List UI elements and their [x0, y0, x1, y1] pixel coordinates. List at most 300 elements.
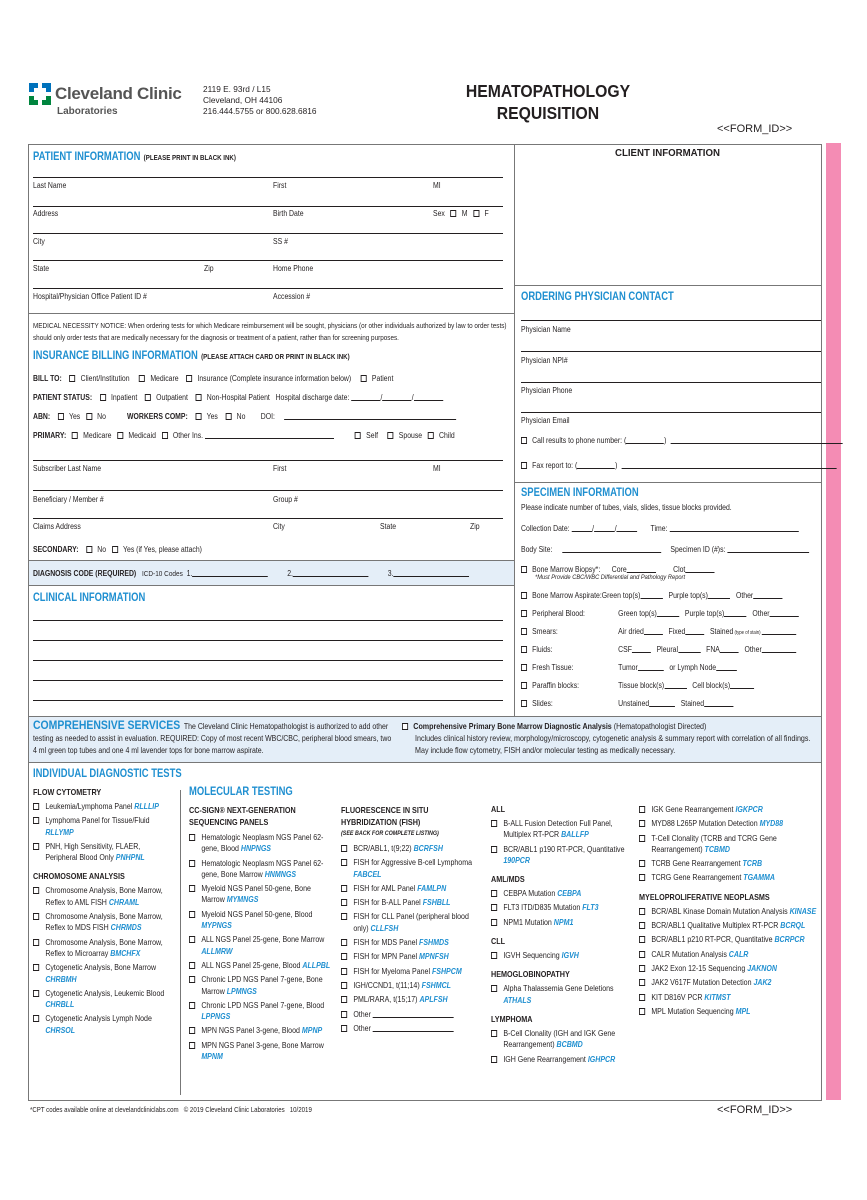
test-name: KIT D816V PCR	[651, 992, 705, 1002]
test-checkbox[interactable]	[341, 899, 347, 906]
test-item[interactable]	[491, 917, 630, 928]
fax-number-field[interactable]	[621, 461, 836, 469]
test-checkbox[interactable]	[33, 1015, 39, 1022]
test-item[interactable]	[33, 841, 174, 864]
test-item[interactable]	[189, 909, 330, 932]
test-item[interactable]	[341, 951, 480, 962]
test-checkbox[interactable]	[341, 996, 347, 1003]
specimen-subtitle: Please indicate number of tubes, vials, slides, tissue blocks provided.	[521, 503, 732, 512]
bmb-checkbox[interactable]	[521, 566, 527, 573]
test-item[interactable]	[639, 1006, 820, 1017]
test-item[interactable]	[189, 1040, 330, 1063]
test-checkbox[interactable]	[491, 890, 497, 897]
test-code: LPMNGS	[226, 986, 257, 996]
test-checkbox[interactable]	[639, 806, 645, 813]
test-name: IGH/CCND1, t(11;14)	[353, 980, 422, 990]
specimen-row	[521, 627, 802, 636]
bmb-label: Bone Marrow Biopsy*:	[532, 565, 601, 574]
workers-no-checkbox[interactable]	[225, 413, 231, 420]
discharge-month-field[interactable]	[351, 393, 380, 401]
test-checkbox[interactable]	[33, 990, 39, 997]
test-checkbox[interactable]	[639, 860, 645, 867]
test-checkbox[interactable]	[189, 885, 195, 892]
test-item[interactable]	[491, 818, 630, 841]
test-item[interactable]	[33, 801, 174, 812]
option-label: Child	[439, 431, 455, 440]
test-item[interactable]	[341, 897, 480, 908]
test-checkbox[interactable]	[639, 908, 645, 915]
test-checkbox[interactable]	[639, 979, 645, 986]
test-checkbox[interactable]	[639, 965, 645, 972]
test-code: MPNP	[301, 1026, 323, 1036]
line	[33, 460, 503, 461]
specimen-part-label: Tissue block(s)	[618, 681, 665, 690]
specimen-type-label: Fluids:	[532, 645, 553, 654]
outpatient-checkbox[interactable]	[145, 394, 151, 401]
test-code: FSHBLL	[422, 898, 451, 908]
specimen-row	[521, 681, 760, 690]
test-checkbox[interactable]	[639, 951, 645, 958]
clinical-line[interactable]	[33, 640, 503, 641]
test-item[interactable]	[341, 966, 480, 977]
specimen-count-field[interactable]	[720, 645, 739, 653]
inpatient-checkbox[interactable]	[100, 394, 106, 401]
clinical-line[interactable]	[33, 700, 503, 701]
test-item[interactable]	[639, 934, 820, 945]
specimen-checkbox[interactable]	[521, 610, 527, 617]
bmb-core-field[interactable]	[627, 565, 656, 573]
specimen-checkbox[interactable]	[521, 628, 527, 635]
specimen-checkbox[interactable]	[521, 646, 527, 653]
bill-insurance-checkbox[interactable]	[186, 375, 192, 382]
collection-day-field[interactable]	[594, 524, 615, 532]
icd-3-field[interactable]	[393, 569, 469, 577]
fax-report-row: Fax report to: ( )	[521, 461, 836, 470]
divider	[514, 482, 822, 483]
footer-note: *CPT codes available online at clevelandcliniclabs.com © 2019 Cleveland Clinic Laboratories 10/2019	[30, 1105, 312, 1114]
test-name: NPM1 Mutation	[503, 917, 554, 927]
specimen-checkbox[interactable]	[521, 700, 527, 707]
specimen-count-field[interactable]	[649, 699, 675, 707]
abn-no-checkbox[interactable]	[86, 413, 92, 420]
specimen-count-field[interactable]	[716, 663, 737, 671]
test-checkbox[interactable]	[189, 1042, 195, 1049]
test-name: Chronic LPD NGS Panel 7-gene, Bone Marrow	[201, 975, 323, 996]
specimen-checkbox[interactable]	[521, 682, 527, 689]
test-checkbox[interactable]	[341, 1025, 347, 1032]
test-checkbox[interactable]	[189, 962, 195, 969]
test-code: CALR	[728, 949, 749, 959]
tests-column-3	[341, 804, 481, 1037]
secondary-yes-checkbox[interactable]	[112, 546, 118, 553]
test-item[interactable]	[491, 1028, 630, 1051]
test-name: Chromosome Analysis, Bone Marrow, Reflex to MDS FISH	[45, 912, 163, 933]
patient-status-row: PATIENT STATUS: Inpatient Outpatient Non-Hospital Patient Hospital discharge date: / /	[33, 393, 443, 402]
collection-month-field[interactable]	[571, 524, 592, 532]
test-checkbox[interactable]	[189, 860, 195, 867]
primary-row	[33, 431, 455, 440]
line	[521, 320, 821, 321]
specimen-part-label: Green top(s)	[618, 609, 657, 618]
test-item[interactable]	[639, 977, 820, 988]
test-checkbox[interactable]	[189, 911, 195, 918]
test-checkbox[interactable]	[639, 994, 645, 1001]
claims-state-label: State	[380, 522, 397, 531]
call-results-row: Call results to phone number: ( )	[521, 436, 842, 445]
test-item[interactable]	[341, 994, 480, 1005]
specimen-count-field[interactable]	[762, 645, 796, 653]
bill-medicare-checkbox[interactable]	[139, 375, 145, 382]
test-item[interactable]	[33, 885, 174, 908]
test-code: APLFSH	[419, 995, 448, 1005]
comprehensive-title: COMPREHENSIVE SERVICES	[33, 718, 181, 732]
clinical-line[interactable]	[33, 680, 503, 681]
comprehensive-text: The Cleveland Clinic Hematopathologist is authorized to add other testing as needed to assist in evaluation. REQUIRED: Copy of most recent WBC/CBC, peripheral blood smears, two 4 ml green top tubes and one 4 ml lavender tops for bone marrow aspirate.	[33, 722, 392, 755]
workers-yes-checkbox[interactable]	[195, 413, 201, 420]
test-code: JAKNON	[747, 963, 777, 973]
test-checkbox[interactable]	[491, 1030, 497, 1037]
test-checkbox[interactable]	[341, 1011, 347, 1018]
specimen-count-field[interactable]	[724, 609, 746, 617]
test-checkbox[interactable]	[189, 834, 195, 841]
test-checkbox[interactable]	[33, 817, 39, 824]
test-item[interactable]	[639, 992, 820, 1003]
test-item[interactable]	[189, 858, 330, 881]
test-item[interactable]	[491, 844, 630, 867]
call-area-code-field[interactable]	[626, 436, 664, 444]
clinical-info-title: CLINICAL INFORMATION	[33, 592, 146, 604]
test-item[interactable]	[33, 911, 174, 934]
specimen-count-field[interactable]	[640, 591, 662, 599]
test-code: CHRBLL	[45, 1000, 75, 1010]
test-name: Chromosome Analysis, Bone Marrow, Reflex to AML FISH	[45, 886, 163, 907]
test-item[interactable]	[639, 818, 820, 829]
test-checkbox[interactable]	[341, 885, 347, 892]
test-code: CHRSOL	[45, 1025, 76, 1035]
icd-2-label: 2.	[287, 569, 293, 578]
test-item[interactable]	[491, 983, 630, 1006]
bill-client-checkbox[interactable]	[69, 375, 75, 382]
test-item[interactable]	[341, 937, 480, 948]
specimen-count-field[interactable]	[685, 627, 704, 635]
test-item[interactable]	[341, 1023, 480, 1034]
collection-row: Collection Date: / / Time:	[521, 524, 798, 533]
abn-label: ABN:	[33, 412, 51, 421]
test-checkbox[interactable]	[639, 820, 645, 827]
collection-year-field[interactable]	[617, 524, 638, 532]
specimen-checkbox[interactable]	[521, 664, 527, 671]
test-item[interactable]	[341, 883, 480, 894]
test-checkbox[interactable]	[189, 1027, 195, 1034]
specimen-count-field[interactable]	[644, 627, 663, 635]
test-checkbox[interactable]	[189, 1002, 195, 1009]
test-item[interactable]	[639, 804, 820, 815]
call-results-label: Call results to phone number: (	[532, 436, 627, 445]
test-checkbox[interactable]	[33, 913, 39, 920]
test-checkbox[interactable]	[33, 964, 39, 971]
fax-report-checkbox[interactable]	[521, 462, 527, 469]
test-name: Chromosome Analysis, Bone Marrow, Reflex to Microarray	[45, 937, 163, 958]
test-name: ALL NGS Panel 25-gene, Bone Marrow	[201, 935, 325, 945]
test-code: BCRPCR	[774, 935, 805, 945]
address-line-3: 216.444.5755 or 800.628.6816	[203, 106, 317, 116]
test-item[interactable]	[33, 815, 174, 838]
test-code: MPL	[735, 1006, 751, 1016]
test-code: CHRMDS	[110, 923, 142, 933]
medical-necessity-notice: MEDICAL NECESSITY NOTICE: When ordering tests for which Medicare reimbursement will be sought, physicians (or other individuals authorized by law to order tests) should only order tests that are medically necessary for the diagnosis or treatment of a patient, rather than for screening purposes.	[33, 321, 507, 342]
test-checkbox[interactable]	[33, 843, 39, 850]
test-item[interactable]	[189, 1000, 330, 1023]
test-item[interactable]	[189, 1025, 330, 1036]
comprehensive-checkbox[interactable]	[402, 723, 408, 730]
fax-area-code-field[interactable]	[577, 461, 615, 469]
specimen-count-field[interactable]	[657, 609, 679, 617]
primary-medicaid-checkbox[interactable]	[117, 432, 123, 439]
test-checkbox[interactable]	[639, 922, 645, 929]
clinical-line[interactable]	[33, 660, 503, 661]
primary-medicare-checkbox[interactable]	[72, 432, 78, 439]
option-label: Medicaid	[128, 431, 156, 440]
test-checkbox[interactable]	[341, 953, 347, 960]
test-name: FISH for Myeloma Panel	[353, 966, 432, 976]
subscriber-mi-label: MI	[433, 464, 441, 473]
discharge-day-field[interactable]	[382, 393, 411, 401]
bmb-row	[521, 565, 715, 574]
address-line-1: 2119 E. 93rd / L15	[203, 84, 271, 94]
specimen-count-field[interactable]	[753, 591, 782, 599]
form-id-top: <<FORM_ID>>	[717, 123, 793, 135]
test-item[interactable]	[491, 888, 630, 899]
test-item[interactable]	[491, 902, 630, 913]
specimen-count-field[interactable]	[664, 681, 686, 689]
test-item[interactable]	[33, 937, 174, 960]
test-name: MPN NGS Panel 3-gene, Blood	[201, 1026, 302, 1036]
specimen-count-field[interactable]	[632, 645, 651, 653]
test-checkbox[interactable]	[491, 846, 497, 853]
doi-label: DOI:	[260, 412, 275, 421]
primary-other-checkbox[interactable]	[162, 432, 168, 439]
client-info-area[interactable]	[515, 162, 821, 285]
test-checkbox[interactable]	[639, 874, 645, 881]
test-checkbox[interactable]	[341, 939, 347, 946]
test-checkbox[interactable]	[491, 1056, 497, 1063]
bmb-clot-field[interactable]	[685, 565, 714, 573]
test-item[interactable]	[341, 911, 480, 934]
test-item[interactable]	[341, 857, 480, 880]
test-checkbox[interactable]	[491, 919, 497, 926]
test-category: ALL	[491, 804, 506, 814]
line	[33, 177, 503, 178]
group-label: Group #	[273, 495, 298, 504]
specimen-count-field[interactable]	[762, 627, 796, 635]
specimen-count-field[interactable]	[730, 681, 754, 689]
test-item[interactable]	[341, 843, 480, 854]
test-checkbox[interactable]	[189, 936, 195, 943]
logo-name: Cleveland Clinic	[55, 84, 182, 103]
comprehensive-option	[402, 721, 821, 757]
test-checkbox[interactable]	[639, 835, 645, 842]
address-label: Address	[33, 209, 59, 218]
test-checkbox[interactable]	[189, 976, 195, 983]
tests-column-2	[189, 804, 331, 1065]
specimen-count-field[interactable]	[704, 699, 733, 707]
test-item[interactable]	[639, 963, 820, 974]
test-item[interactable]	[189, 974, 330, 997]
test-name: PNH, High Sensitivity, FLAER, Peripheral Blood Only	[45, 841, 141, 863]
child-checkbox[interactable]	[428, 432, 434, 439]
test-code: CHRBMH	[45, 974, 77, 984]
test-code: MPNM	[201, 1052, 223, 1062]
specimen-id-field[interactable]	[727, 545, 809, 553]
time-label: Time:	[650, 524, 668, 533]
test-name: MYD88 L265P Mutation Detection	[651, 819, 760, 829]
specimen-part-label: Purple top(s)	[668, 591, 708, 600]
option-label: Medicare	[150, 374, 179, 383]
test-code: ALLPBL	[302, 960, 331, 970]
time-field[interactable]	[669, 524, 798, 532]
specimen-count-field[interactable]	[638, 663, 664, 671]
test-item[interactable]	[341, 1009, 480, 1020]
bill-patient-checkbox[interactable]	[361, 375, 367, 382]
test-code: ALLMRW	[201, 946, 233, 956]
test-item[interactable]	[189, 934, 330, 957]
icd-label: ICD-10 Codes	[141, 569, 183, 578]
test-item[interactable]	[33, 962, 174, 985]
test-name: T-Cell Clonality (TCRB and TCRG Gene Rearrangement)	[651, 833, 777, 854]
test-code: ATHALS	[503, 995, 532, 1005]
claims-city-label: City	[273, 522, 285, 531]
test-item[interactable]	[491, 950, 630, 961]
test-checkbox[interactable]	[341, 913, 347, 920]
test-item[interactable]	[639, 906, 820, 917]
icd-2-field[interactable]	[293, 569, 369, 577]
test-checkbox[interactable]	[639, 1008, 645, 1015]
test-checkbox[interactable]	[491, 904, 497, 911]
line	[33, 206, 503, 207]
body-site-field[interactable]	[562, 545, 661, 553]
specimen-type-label: Slides:	[532, 699, 553, 708]
specimen-checkbox[interactable]	[521, 592, 527, 599]
test-item[interactable]	[33, 1013, 174, 1036]
test-checkbox[interactable]	[491, 952, 497, 959]
cleveland-clinic-cross-icon	[29, 83, 51, 105]
test-checkbox[interactable]	[33, 887, 39, 894]
specimen-count-field[interactable]	[770, 609, 799, 617]
doi-field[interactable]	[284, 412, 456, 420]
line	[33, 233, 503, 234]
test-checkbox[interactable]	[33, 939, 39, 946]
test-category: FLUORESCENCE IN SITU HYBRIDIZATION (FISH)	[341, 805, 429, 827]
self-checkbox[interactable]	[355, 432, 361, 439]
test-code: FSHPCM	[431, 966, 462, 976]
test-name: FISH for Aggressive B-cell Lymphoma	[353, 858, 473, 868]
sex-m-checkbox[interactable]	[451, 210, 457, 217]
spouse-checkbox[interactable]	[388, 432, 394, 439]
specimen-part-label: or Lymph Node	[669, 663, 717, 672]
physician-npi-label: Physician NPI#	[521, 356, 568, 365]
line	[33, 260, 503, 261]
test-item[interactable]	[491, 1054, 630, 1065]
test-name: Lymphoma Panel for Tissue/Fluid	[45, 816, 150, 826]
sex-f-checkbox[interactable]	[473, 210, 479, 217]
other-test-field[interactable]	[373, 1024, 454, 1032]
call-phone-field[interactable]	[670, 436, 842, 444]
line	[33, 288, 503, 289]
test-item[interactable]	[639, 833, 820, 856]
test-item[interactable]	[189, 960, 330, 971]
test-name: ALL NGS Panel 25-gene, Blood	[201, 960, 303, 970]
option-label: Yes (if Yes, please attach)	[123, 545, 202, 554]
other-ins-field[interactable]	[205, 431, 334, 439]
icd-3-label: 3.	[387, 569, 394, 578]
option-label: Spouse	[398, 431, 423, 440]
test-category: CC-SIGN® NEXT-GENERATION SEQUENCING PANELS	[189, 805, 296, 827]
test-item[interactable]	[639, 920, 820, 931]
test-item[interactable]	[639, 858, 820, 869]
test-checkbox[interactable]	[341, 968, 347, 975]
test-item[interactable]	[189, 883, 330, 906]
test-item[interactable]	[639, 872, 820, 883]
test-checkbox[interactable]	[341, 859, 347, 866]
specimen-part-label: Tumor	[618, 663, 638, 672]
test-item[interactable]	[341, 980, 480, 991]
test-name: IGVH Sequencing	[503, 951, 562, 961]
option-label: Insurance (Complete insurance information below)	[197, 374, 352, 383]
clinical-line[interactable]	[33, 620, 503, 621]
test-item[interactable]	[33, 988, 174, 1011]
fax-report-label: Fax report to: (	[532, 461, 578, 470]
test-name: BCR/ABL1 Qualitative Multiplex RT-PCR	[651, 921, 781, 931]
city-label: City	[33, 237, 45, 246]
specimen-count-field[interactable]	[708, 591, 730, 599]
line	[33, 518, 503, 519]
test-name: Other	[353, 1023, 373, 1033]
specimen-type-label: Smears:	[532, 627, 558, 636]
specimen-part-label: Other	[752, 609, 770, 618]
test-name: JAK2 V617F Mutation Detection	[651, 978, 754, 988]
test-checkbox[interactable]	[639, 936, 645, 943]
beneficiary-label: Beneficiary / Member #	[33, 495, 104, 504]
line	[521, 412, 821, 413]
test-checkbox[interactable]	[491, 820, 497, 827]
test-checkbox[interactable]	[33, 803, 39, 810]
test-checkbox[interactable]	[491, 985, 497, 992]
test-checkbox[interactable]	[341, 982, 347, 989]
test-item[interactable]	[639, 949, 820, 960]
discharge-year-field[interactable]	[414, 393, 443, 401]
other-test-field[interactable]	[373, 1010, 454, 1018]
secondary-no-checkbox[interactable]	[86, 546, 92, 553]
tests-column-1	[33, 787, 175, 1039]
test-code: CLLFSH	[370, 923, 399, 933]
icd-1-field[interactable]	[192, 569, 268, 577]
test-item[interactable]	[189, 832, 330, 855]
test-category: AML/MDS	[491, 874, 525, 885]
call-results-checkbox[interactable]	[521, 437, 527, 444]
abn-yes-checkbox[interactable]	[58, 413, 64, 420]
non-hospital-checkbox[interactable]	[196, 394, 202, 401]
specimen-count-field[interactable]	[678, 645, 700, 653]
abn-row	[33, 412, 456, 421]
specimen-type-label: Fresh Tissue:	[532, 663, 574, 672]
test-code: IGKPCR	[735, 805, 763, 814]
test-category: CHROMOSOME ANALYSIS	[33, 871, 125, 882]
specimen-row	[521, 663, 743, 672]
option-label: Non-Hospital Patient	[206, 393, 270, 402]
specimen-part-label: CSF	[618, 645, 632, 654]
test-checkbox[interactable]	[341, 845, 347, 852]
test-code: BALLFP	[561, 830, 589, 840]
